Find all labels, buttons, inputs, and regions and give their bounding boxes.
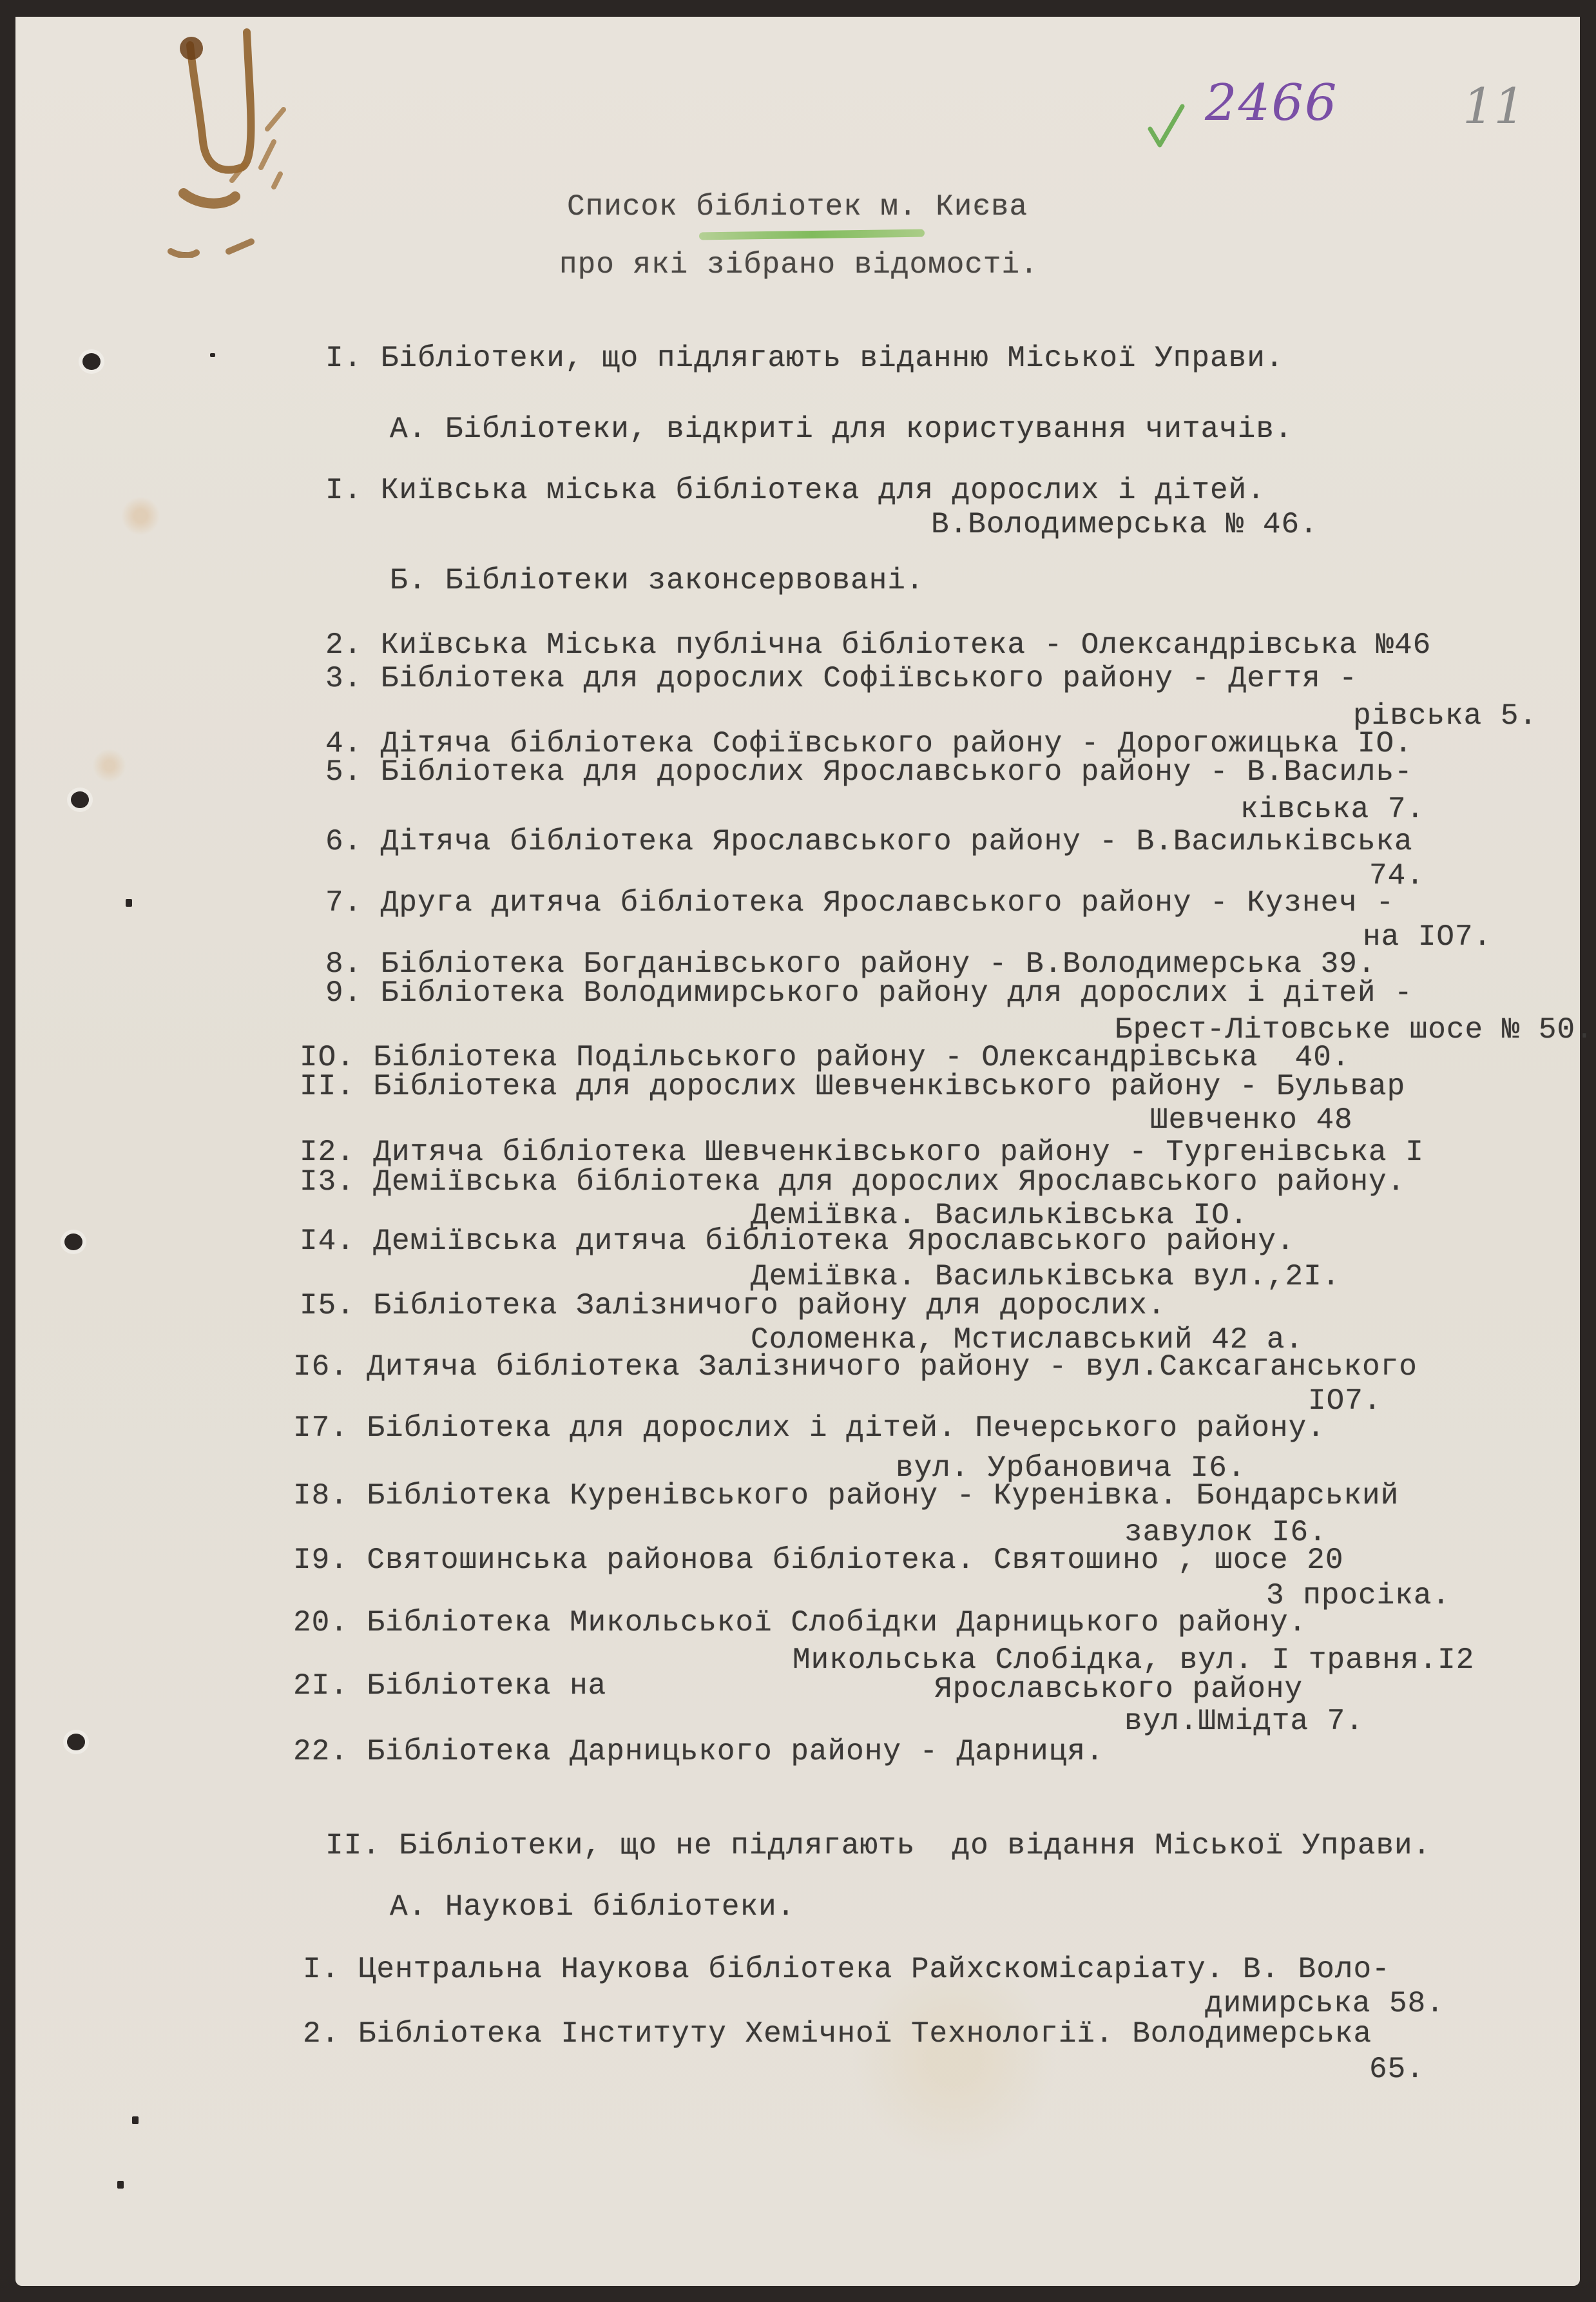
list-item: 2I. Бібліотека на [293,1669,607,1703]
list-item-address: 65. [1369,2053,1425,2086]
list-item-address: вул. Урбановича I6. [896,1451,1246,1485]
subsection-heading: А. Бібліотеки, відкриті для користування читачів. [390,412,1293,446]
list-item: I7. Бібліотека для дорослих і дітей. Печерського району. [293,1411,1325,1445]
ink-monogram-icon [164,19,300,258]
staple-hole [132,2116,139,2124]
list-item: 20. Бібліотека Микольської Слобідки Дарницького району. [293,1606,1307,1639]
staple-hole [126,899,132,907]
list-item: I2. Дитяча бібліотека Шевченківського району - Тургенівська I [300,1136,1424,1169]
list-item-address: димирська 58. [1205,1987,1445,2020]
subsection-heading: Б. Бібліотеки законсервовані. [390,564,925,597]
list-item: 9. Бібліотека Володимирського району для дорослих і дітей - [325,976,1413,1010]
list-item-address: Деміївка. Васильківська вул.,2I. [751,1260,1341,1293]
punch-hole [67,1734,85,1750]
list-item: I6. Дитяча бібліотека Залізничого району - вул.Саксаганського [293,1350,1418,1384]
list-item: 22. Бібліотека Дарницького району - Дарниця. [293,1735,1104,1768]
punch-hole [71,791,89,808]
list-item-address: В.Володимерська № 46. [931,508,1318,541]
list-item: 2. Бібліотека Інституту Хемічної Технології. Володимерська [303,2017,1372,2051]
list-item-address: Ярославського району [934,1672,1303,1706]
check-mark-icon [1147,103,1186,148]
list-item-address: завулок I6. [1124,1516,1327,1549]
staple-hole [210,353,215,357]
archive-number: 2466 [1205,74,1338,132]
list-item-address: Деміївка. Васильківська IO. [751,1199,1249,1232]
list-item: I3. Деміївська бібліотека для дорослих Ярославського району. [300,1165,1406,1199]
list-item: 5. Бібліотека для дорослих Ярославського району - В.Василь- [325,755,1413,789]
list-item-address: вул.Шмідта 7. [1124,1705,1364,1738]
list-item-address: Микольська Слобідка, вул. I травня.I2 [793,1643,1475,1677]
list-item: II. Бібліотека для дорослих Шевченківського району - Бульвар [300,1070,1406,1103]
list-item-address: рівська 5. [1353,699,1538,733]
section-heading: II. Бібліотеки, що не підлягають до відання Міської Управи. [325,1829,1432,1862]
list-item: I8. Бібліотека Куренівського району - Куренівка. Бондарський [293,1479,1399,1513]
list-item-address: Шевченко 48 [1150,1103,1353,1137]
staple-hole [117,2181,124,2189]
document-subtitle: про які зібрано відомості. [559,248,1039,282]
list-item-address: на IO7. [1363,920,1492,954]
list-item-address: Брест-Літовське шосе № 50. [1115,1013,1594,1047]
list-item-address: IO7. [1308,1384,1382,1418]
list-item: 7. Друга дитяча бібліотека Ярославського району - Кузнеч - [325,886,1395,920]
list-item: 2. Київська Міська публічна бібліотека - Олександрівська №46 [325,628,1432,662]
page-number: 11 [1463,77,1525,135]
list-item: I. Центральна Наукова бібліотека Райхскомісаріату. В. Воло- [303,1953,1390,1986]
section-heading: I. Бібліотеки, що підлягають віданню Міської Управи. [325,342,1284,375]
list-item-address: 74. [1369,859,1425,893]
list-item: 3. Бібліотека для дорослих Софіївського району - Дегтя - [325,662,1358,695]
document-title: Список бібліотек м. Києва [567,190,1028,224]
list-item-address: 3 просіка. [1266,1579,1451,1612]
punch-hole [64,1233,82,1250]
list-item-address: Соломенка, Мстиславський 42 а. [751,1323,1304,1357]
subsection-heading: А. Наукові бібліотеки. [390,1890,796,1924]
list-item: I5. Бібліотека Залізничого району для дорослих. [300,1289,1166,1322]
list-item: 8. Бібліотека Богданівського району - В.Володимерська 39. [325,947,1376,981]
list-item: I. Київська міська бібліотека для дорослих і дітей. [325,474,1265,507]
list-item-address: ківська 7. [1240,793,1425,826]
list-item: 4. Дітяча бібліотека Софіївського району - Дорогожицька IO. [325,727,1413,760]
punch-hole [82,353,101,370]
list-item: I4. Деміївська дитяча бібліотека Ярославського району. [300,1224,1295,1258]
list-item: IO. Бібліотека Подільського району - Олександрівська 40. [300,1041,1351,1074]
list-item: I9. Святошинська районова бібліотека. Святошино , шосе 20 [293,1543,1344,1577]
list-item: 6. Дітяча бібліотека Ярославського району - В.Васильківська [325,825,1413,858]
